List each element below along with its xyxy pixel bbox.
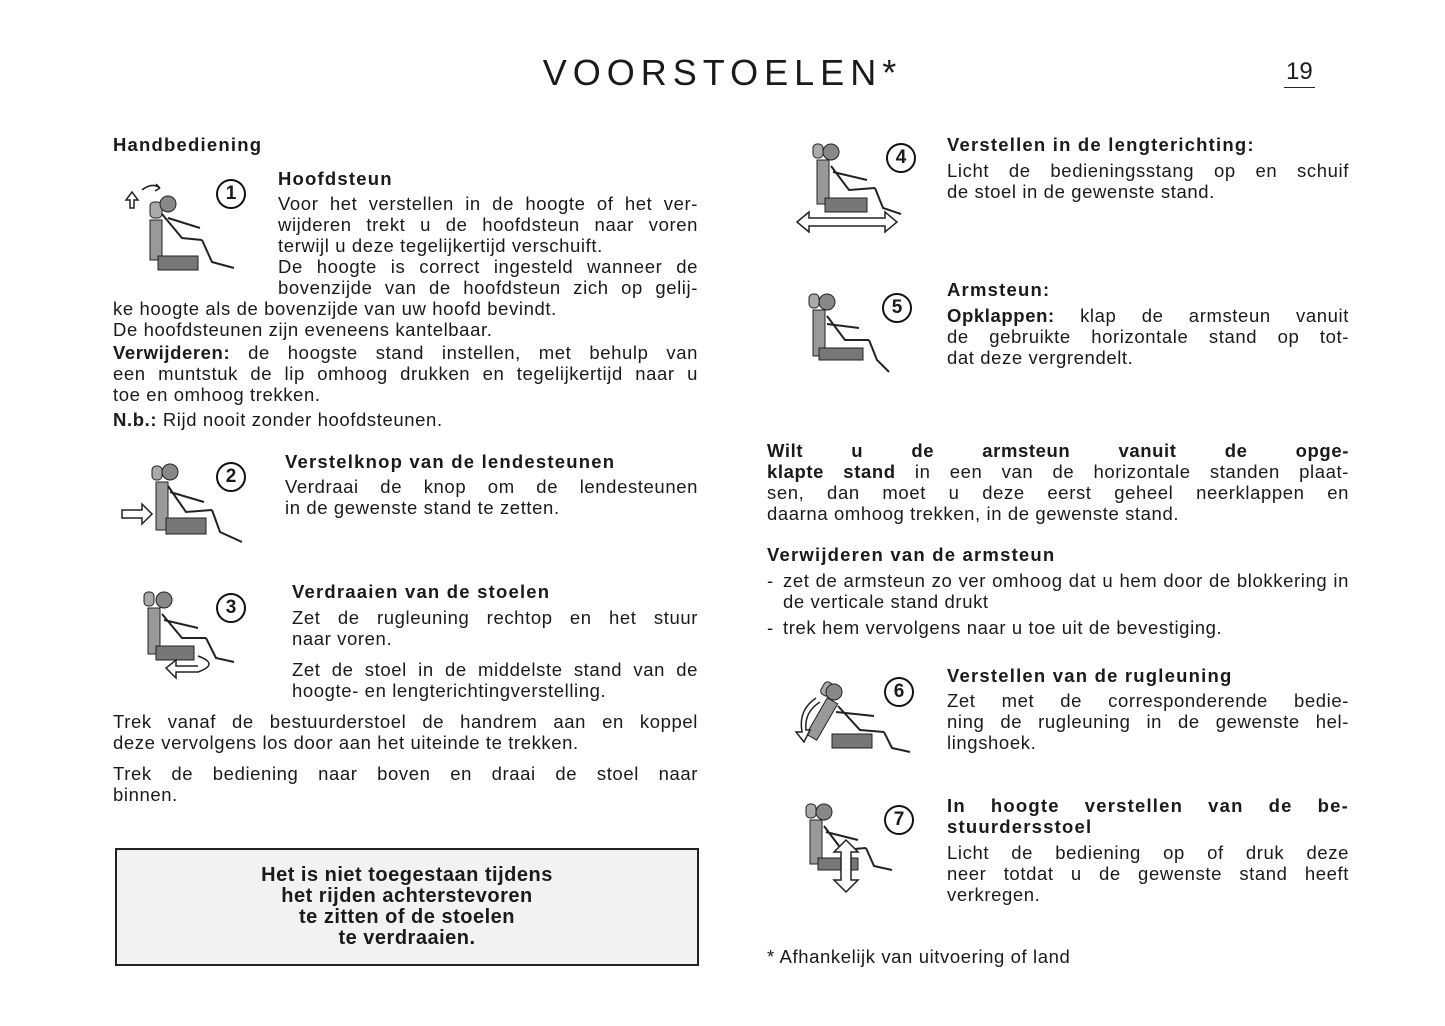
step-number-4: 4 <box>886 143 916 173</box>
text-line: Licht de bediening op of druk deze <box>947 842 1349 863</box>
step-number-2: 2 <box>216 462 246 492</box>
text-line: binnen. <box>113 784 178 805</box>
warning-line: te verdraaien. <box>338 927 476 949</box>
armrest-remove-list-wrap <box>767 570 1349 643</box>
text-line: lingshoek. <box>947 732 1037 753</box>
title-line: stuurdersstoel <box>947 816 1093 837</box>
text-line: Trek de bediening naar boven en draai de stoel naar <box>113 763 698 784</box>
text-line: terwijl u deze tegelijkertijd verschuift. <box>278 235 603 256</box>
step-number-5: 5 <box>882 293 912 323</box>
warning-text <box>261 865 553 949</box>
text-line: Voor het verstellen in de hoogte of het ver- <box>278 193 698 214</box>
warning-line: Het is niet toegestaan tijdens <box>261 864 553 886</box>
footnote: * Afhankelijk van uitvoering of land <box>767 946 1071 967</box>
headrest-text-full <box>113 298 698 430</box>
note-label: N.b.: <box>113 409 158 430</box>
step-number-7: 7 <box>884 805 914 835</box>
swivel-text-1 <box>292 607 698 649</box>
swivel-text-2 <box>292 659 698 701</box>
armrest-title: Armsteun: <box>947 279 1051 300</box>
lumbar-title: Verstelknop van de lendesteunen <box>285 451 616 472</box>
armrest-text <box>947 305 1349 368</box>
text-line: toe en omhoog trekken. <box>113 384 321 405</box>
text-line: de hoogste stand instellen, met behulp van <box>230 342 698 363</box>
text-line: wijderen trekt u de hoofdsteun naar voren <box>278 214 698 235</box>
text-line: daarna omhoog trekken, in de gewenste stand. <box>767 503 1180 524</box>
text-line: De hoogte is correct ingesteld wanneer de <box>278 256 698 277</box>
remove-label: Verwijderen: <box>113 342 231 363</box>
step-number-1: 1 <box>216 179 246 209</box>
swivel-text-3 <box>113 711 698 753</box>
backrest-title: Verstellen van de rugleuning <box>947 665 1233 686</box>
text-line: klap de armsteun vanuit <box>1054 305 1349 326</box>
text-line: een muntstuk de lip omhoog drukken en tegelijkertijd naar u <box>113 363 698 384</box>
text-line: Verdraai de knop om de lendesteunen <box>285 476 698 497</box>
note-paragraph <box>113 409 698 430</box>
headrest-text <box>278 193 698 298</box>
list-item: - zet de armsteun zo ver omhoog dat u hem door de blokkering in de verticale stand drukt <box>767 570 1349 612</box>
text-line: Zet de stoel in de middelste stand van de <box>292 659 698 680</box>
text-line: ning de rugleuning in de gewenste hel- <box>947 711 1349 732</box>
text-line: verkregen. <box>947 884 1041 905</box>
fold-paragraph <box>947 305 1349 326</box>
text-fragment: in een van de horizontale standen plaat- <box>895 461 1349 482</box>
headrest-title: Hoofdsteun <box>278 168 393 189</box>
text-line: ke hoogte als de bovenzijde van uw hoofd bevindt. <box>113 298 557 319</box>
swivel-title: Verdraaien van de stoelen <box>292 581 551 602</box>
text-line: hoogte- en lengterichtingverstelling. <box>292 680 607 701</box>
swivel-text-4 <box>113 763 698 805</box>
height-text <box>947 842 1349 905</box>
list-item: - trek hem vervolgens naar u toe uit de bevestiging. <box>767 617 1349 638</box>
longitudinal-text <box>947 160 1349 202</box>
title-line: In hoogte verstellen van de be- <box>947 795 1349 816</box>
fold-label: Opklappen: <box>947 305 1055 326</box>
longitudinal-title: Verstellen in de lengterichting: <box>947 134 1255 155</box>
armrest-remove-list <box>767 570 1349 638</box>
remove-paragraph <box>113 342 698 363</box>
text-line: dat deze vergrendelt. <box>947 347 1134 368</box>
height-title <box>947 795 1349 837</box>
lumbar-text <box>285 476 698 518</box>
text-line: de gebruikte horizontale stand op tot- <box>947 326 1349 347</box>
text-line: bovenzijde van de hoofdsteun zich op gelij- <box>278 277 698 298</box>
armrest-lower-text <box>767 440 1349 524</box>
warning-line: te zitten of de stoelen <box>299 906 515 928</box>
bold-fragment: klapte stand <box>767 461 896 482</box>
backrest-text <box>947 690 1349 753</box>
text-line: Licht de bedieningsstang op en schuif <box>947 160 1349 181</box>
step-number-6: 6 <box>884 677 914 707</box>
step-number-3: 3 <box>216 593 246 623</box>
section-heading-handbediening: Handbediening <box>113 134 263 155</box>
text-line: De hoofdsteunen zijn eveneens kantelbaar. <box>113 319 493 340</box>
text-line: Trek vanaf de bestuurderstoel de handrem aan en koppel <box>113 711 698 732</box>
text-line: deze vervolgens los door aan het uiteinde te trekken. <box>113 732 579 753</box>
page-number: 19 <box>1284 58 1315 88</box>
text-line: Zet de rugleuning rechtop en het stuur <box>292 607 698 628</box>
warning-box <box>115 848 699 966</box>
text-line: neer totdat u de gewenste stand heeft <box>947 863 1349 884</box>
text-line: de stoel in de gewenste stand. <box>947 181 1215 202</box>
text-line: Zet met de corresponderende bedie- <box>947 690 1349 711</box>
armrest-seat-icon <box>805 290 895 376</box>
text-line: naar voren. <box>292 628 393 649</box>
note-text: Rijd nooit zonder hoofdsteunen. <box>157 409 443 430</box>
warning-line: het rijden achterstevoren <box>281 885 533 907</box>
armrest-remove-title: Verwijderen van de armsteun <box>767 544 1056 565</box>
page-title: VOORSTOELEN* <box>542 52 903 93</box>
text-line: in de gewenste stand te zetten. <box>285 497 560 518</box>
text-line-mixed <box>767 461 1349 482</box>
text-line: Wilt u de armsteun vanuit de opge- <box>767 440 1349 461</box>
text-line: sen, dan moet u deze eerst geheel neerklappen en <box>767 482 1349 503</box>
